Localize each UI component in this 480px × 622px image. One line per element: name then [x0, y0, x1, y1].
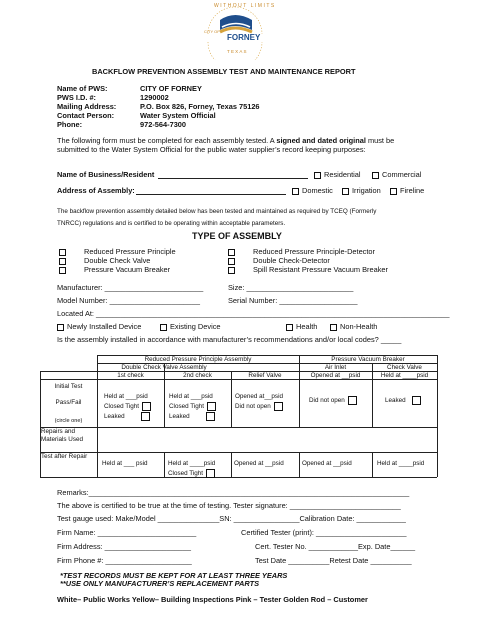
first-check-leaked[interactable]: Leaked [104, 412, 150, 421]
checkbox-icon[interactable] [372, 172, 379, 179]
intro-line-1: The following form must be completed for each assembly tested. A signed and dated original must be [57, 136, 395, 145]
checkbox-icon[interactable] [142, 402, 151, 411]
checkbox-icon[interactable] [59, 267, 66, 274]
checkbox-icon[interactable] [206, 469, 215, 478]
pws-id-label: PWS I.D. #: [57, 93, 97, 102]
repair-second-held[interactable]: Held at ____psid [168, 460, 216, 467]
air-inlet-header: Air Inlet [324, 364, 347, 371]
business-label: Name of Business/Resident [57, 170, 155, 179]
checkbox-icon[interactable] [330, 324, 337, 331]
intro-line-2: submitted to the Water System Official for the public water supplier’s record keeping purposes: [57, 145, 366, 154]
checkbox-icon[interactable] [160, 324, 167, 331]
irrigation-option[interactable]: Irrigation [342, 186, 381, 195]
checkbox-icon[interactable] [59, 258, 66, 265]
health-option[interactable]: Health [286, 322, 317, 331]
checkbox-icon[interactable] [342, 188, 349, 195]
second-check-closed[interactable]: Closed Tight [169, 402, 216, 411]
business-field[interactable] [158, 178, 308, 179]
phone-label: Phone: [57, 120, 83, 129]
initial-test-label: Initial Test [54, 383, 83, 390]
contact-value: Water System Official [140, 111, 216, 120]
repairs-label: Repairs and Materials Used [41, 428, 83, 443]
checkbox-icon[interactable] [348, 396, 357, 405]
checkbox-icon[interactable] [228, 258, 235, 265]
first-check-held[interactable]: Held at ___psid [104, 393, 148, 400]
existing-device-option[interactable]: Existing Device [160, 322, 221, 331]
relief-did-not-open[interactable]: Did not open [235, 402, 283, 411]
checkbox-icon[interactable] [286, 324, 293, 331]
non-health-option[interactable]: Non-Health [330, 322, 377, 331]
rpp-header: Reduced Pressure Principle Assembly [144, 356, 252, 363]
type-option[interactable]: Spill Resistant Pressure Vacuum Breaker [228, 265, 388, 274]
firm-name-field[interactable]: Firm Name: ________________________ [57, 528, 197, 537]
type-option[interactable]: Double Check Valve [59, 256, 150, 265]
checkbox-icon[interactable] [390, 188, 397, 195]
address-label: Address of Assembly: [57, 186, 135, 195]
certified-tester-field[interactable]: Certified Tester (print): ______________________ [241, 528, 407, 537]
first-check-closed[interactable]: Closed Tight [104, 402, 151, 411]
type-heading: TYPE OF ASSEMBLY [192, 231, 282, 241]
logo-arc-text: WITHOUT LIMITS [214, 3, 276, 9]
pvb-header: Pressure Vacuum Breaker [331, 356, 405, 363]
residential-option[interactable]: Residential [314, 170, 361, 179]
type-option[interactable]: Pressure Vacuum Breaker [59, 265, 170, 274]
address-field[interactable] [136, 194, 286, 195]
test-date-field[interactable]: Test Date __________Retest Date __________ [255, 556, 412, 565]
repair-first-held[interactable]: Held at ___ psid [102, 460, 148, 467]
repair-air-inlet-opened[interactable]: Opened at __psid [302, 460, 352, 467]
relief-valve-header: Relief Valve [248, 372, 282, 379]
size-field[interactable]: Size: __________________________ [228, 283, 354, 292]
air-inlet-did-not-open[interactable]: Did not open [309, 396, 357, 405]
parts-note: **USE ONLY MANUFACTURER’S REPLACEMENT PARTS [60, 579, 260, 588]
checkbox-icon[interactable] [207, 402, 216, 411]
located-field[interactable]: Located At: ______________________________________________________________________________________ [57, 309, 450, 318]
logo-name: FORNEY [227, 33, 261, 42]
newly-installed-option[interactable]: Newly Installed Device [57, 322, 141, 331]
type-option[interactable]: Reduced Pressure Principle [59, 247, 176, 256]
check-valve-header: Check Valve [387, 364, 422, 371]
records-note: *TEST RECORDS MUST BE KEPT FOR AT LEAST THREE YEARS [60, 571, 288, 580]
distribution-line: White– Public Works Yellow– Building Inspections Pink – Tester Golden Rod – Customer [57, 595, 368, 604]
second-check-held[interactable]: Held at ___psid [169, 393, 213, 400]
firm-address-field[interactable]: Firm Address: _____________________ [57, 542, 191, 551]
certification-line[interactable]: The above is certified to be true at the time of testing. Tester signature: ___________________________ [57, 501, 401, 510]
second-check-leaked[interactable]: Leaked [169, 412, 215, 421]
pws-id-value: 1290002 [140, 93, 169, 102]
dcv-header: Double Check Valve Assembly [121, 364, 207, 371]
tceq-line-2: TNRCC) regulations and is certified to be operating within acceptable parameters. [57, 220, 286, 227]
checkbox-icon[interactable] [274, 402, 283, 411]
commercial-option[interactable]: Commercial [372, 170, 421, 179]
pass-fail-label: Pass/Fail [55, 399, 82, 406]
pws-name-label: Name of PWS: [57, 84, 108, 93]
report-title: BACKFLOW PREVENTION ASSEMBLY TEST AND MAINTENANCE REPORT [92, 67, 356, 76]
manufacturer-field[interactable]: Manufacturer: ________________________ [57, 283, 204, 292]
checkbox-icon[interactable] [59, 249, 66, 256]
second-check-header: 2nd check [183, 372, 212, 379]
type-option[interactable]: Reduced Pressure Principle-Detector [228, 247, 375, 256]
checkbox-icon[interactable] [228, 267, 235, 274]
repair-relief-opened[interactable]: Opened at __psid [234, 460, 284, 467]
repair-check-valve-held[interactable]: Held at ____psid [377, 460, 425, 467]
checkbox-icon[interactable] [206, 412, 215, 421]
checkbox-icon[interactable] [314, 172, 321, 179]
relief-opened[interactable]: Opened at__psid [235, 393, 283, 400]
serial-field[interactable]: Serial Number: ___________________ [228, 296, 358, 305]
test-after-repair-label: Test after Repair [41, 453, 88, 460]
tceq-line-1: The backflow prevention assembly detailed below has been tested and maintained as required by TCEQ (Formerly [57, 208, 377, 215]
check-valve-leaked[interactable]: Leaked [385, 396, 421, 405]
gauge-line[interactable]: Test gauge used: Make/Model _______________SN: ________________Calibration Date: ____________ [57, 514, 406, 523]
opened-at-header: Opened at __psid [310, 372, 361, 379]
city-logo [200, 2, 276, 60]
remarks-field[interactable]: Remarks:______________________________________________________________________________ [57, 488, 410, 497]
contact-label: Contact Person: [57, 111, 115, 120]
first-check-header: 1st check [117, 372, 144, 379]
checkbox-icon[interactable] [292, 188, 299, 195]
checkbox-icon[interactable] [141, 412, 150, 421]
type-option[interactable]: Double Check-Detector [228, 256, 330, 265]
pws-name-value: CITY OF FORNEY [140, 84, 202, 93]
phone-value: 972-564-7300 [140, 120, 187, 129]
held-at-header: Held at ____psid [380, 372, 429, 379]
mailing-address-label: Mailing Address: [57, 102, 117, 111]
firm-phone-field[interactable]: Firm Phone #: _____________________ [57, 556, 192, 565]
checkbox-icon[interactable] [57, 324, 64, 331]
fireline-option[interactable]: Fireline [390, 186, 424, 195]
mailing-address-value: P.O. Box 826, Forney, Texas 75126 [140, 102, 260, 111]
domestic-option[interactable]: Domestic [292, 186, 333, 195]
checkbox-icon[interactable] [228, 249, 235, 256]
installed-question: Is the assembly installed in accordance with manufacturer’s recommendations and/or local codes? _____ [57, 335, 402, 344]
model-field[interactable]: Model Number: ______________________ [57, 296, 201, 305]
logo-city-of: CITY OF [204, 29, 220, 34]
logo-bottom-text: TEXAS [227, 49, 248, 54]
circle-one-label: (circle one) [54, 418, 83, 424]
cert-number-field[interactable]: Cert. Tester No. ____________Exp. Date______ [255, 542, 416, 551]
checkbox-icon[interactable] [412, 396, 421, 405]
repair-second-closed[interactable]: Closed Tight [168, 469, 215, 478]
